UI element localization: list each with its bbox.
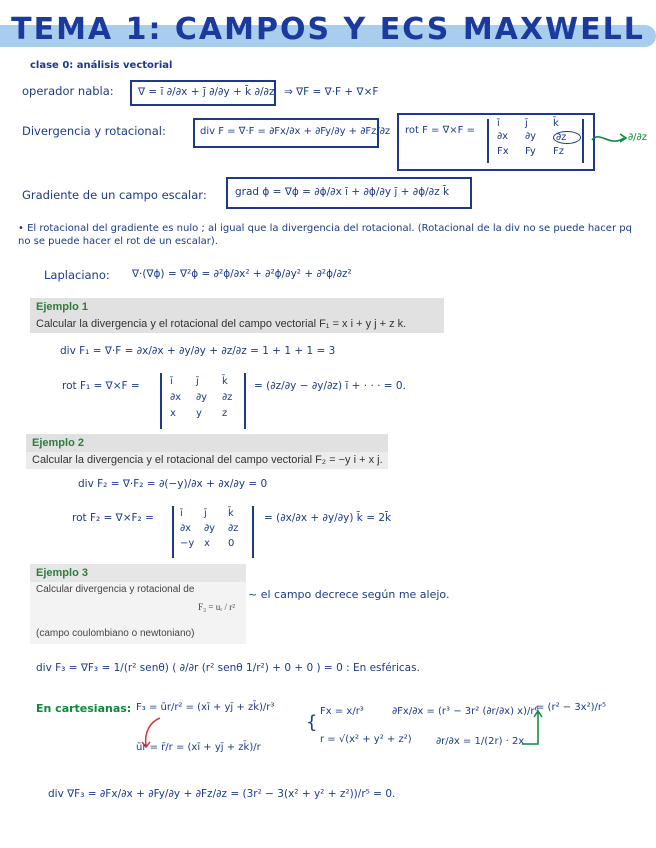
matrix-cell: x (204, 538, 210, 549)
laplacian-formula: ∇·(∇ϕ) = ∇²ϕ = ∂²ϕ/∂x² + ∂²ϕ/∂y² + ∂²ϕ/∂z² (132, 268, 352, 280)
example3-subtitle: (campo coulombiano o newtoniano) (36, 628, 195, 639)
class-heading: clase 0: análisis vectorial (30, 60, 173, 71)
matrix-cell: k̄ (553, 118, 559, 129)
nabla-box (130, 80, 276, 106)
matrix-cell: k̄ (228, 508, 234, 519)
example1-statement: Calcular la divergencia y el rotacional del campo vectorial F₁ = x i + y j + z k. (30, 316, 444, 333)
example3-field: F₃ = uᵣ / r² (198, 602, 235, 612)
nabla-formula: ∇ = ī ∂/∂x + j̄ ∂/∂y + k̄ ∂/∂z (138, 86, 275, 98)
matrix-bar-right (252, 506, 254, 558)
matrix-cell: −y (180, 538, 195, 549)
laplacian-label: Laplaciano: (44, 268, 110, 282)
cartesian-result: = (r² − 3x²)/r⁵ (536, 702, 606, 713)
example2-heading: Ejemplo 2 (26, 434, 388, 452)
matrix-bar-left (487, 119, 489, 163)
partial-z-note: ∂/∂z (628, 132, 647, 143)
grad-formula: grad ϕ = ∇ϕ = ∂ϕ/∂x ī + ∂ϕ/∂y j̄ + ∂ϕ/∂z k̄ (235, 186, 450, 198)
example1-div: div F₁ = ∇·F = ∂x/∂x + ∂y/∂y + ∂z/∂z = 1 + 1 + 1 = 3 (60, 345, 336, 357)
example3-statement: Calcular divergencia y rotacional de (36, 584, 195, 595)
matrix-cell: ∂y (204, 523, 216, 534)
cartesian-drdx: ∂r/∂x = 1/(2r) · 2x (436, 736, 525, 747)
example2-matrix (180, 508, 252, 549)
cartesian-fx: Fx = x/r³ (320, 706, 364, 717)
arrow-icon (590, 128, 630, 148)
matrix-cell: ī (497, 118, 500, 129)
matrix-cell: ∂z (222, 392, 233, 403)
rot-lhs: rot F = ∇×F = (405, 125, 475, 136)
example1-matrix (170, 376, 248, 419)
matrix-cell: 0 (228, 538, 235, 549)
arrow-up-icon (520, 708, 550, 748)
matrix-cell: ī (180, 508, 183, 519)
matrix-cell: j̄ (204, 508, 207, 519)
divF3-spherical: div F₃ = ∇F₃ = 1/(r² senθ) ( ∂/∂r (r² senθ 1/r²) + 0 + 0 ) = 0 : En esféricas. (36, 662, 420, 674)
example1-heading: Ejemplo 1 (30, 298, 444, 316)
matrix-cell: Fx (497, 146, 509, 157)
matrix-cell: ī (170, 376, 173, 387)
rot-matrix (497, 118, 581, 157)
example3-heading: Ejemplo 3 (30, 564, 246, 582)
div-box (193, 118, 391, 148)
cartesian-ur: ūr = r̄/r = (xī + yj̄ + zk̄)/r (136, 742, 261, 753)
matrix-cell: ∂x (170, 392, 182, 403)
matrix-cell: ∂z (228, 523, 239, 534)
nabla-label: operador nabla: (22, 84, 114, 98)
example2-div: div F₂ = ∇·F₂ = ∂(−y)/∂x + ∂x/∂y = 0 (78, 478, 268, 490)
matrix-cell: Fy (525, 146, 536, 157)
matrix-cell: y (196, 408, 202, 419)
cartesian-label: En cartesianas: (36, 702, 132, 715)
matrix-cell: ∂x (180, 523, 192, 534)
grad-box (226, 177, 472, 209)
matrix-cell: x (170, 408, 176, 419)
cartesian-f3: F₃ = ūr/r² = (xī + yj̄ + zk̄)/r³ (136, 702, 275, 713)
matrix-cell: j̄ (525, 118, 528, 129)
div-formula: div F = ∇·F = ∂Fx/∂x + ∂Fy/∂y + ∂Fz/∂z (200, 126, 391, 137)
matrix-bar-left (160, 373, 162, 429)
matrix-bar-left (172, 506, 174, 558)
example2-rot-lhs: rot F₂ = ∇×F₂ = (72, 512, 154, 524)
divrot-label: Divergencia y rotacional: (22, 124, 166, 138)
page-title: TEMA 1: CAMPOS Y ECS MAXWELL (11, 12, 645, 47)
rot-box (397, 113, 595, 171)
matrix-cell: ∂y (196, 392, 208, 403)
matrix-bar-right (582, 119, 584, 163)
example3-note: ~ el campo decrece según me alejo. (248, 588, 450, 601)
matrix-cell: ∂y (525, 131, 537, 142)
example3-box (30, 582, 246, 644)
matrix-cell: z (222, 408, 228, 419)
example2-rot-rhs: = (∂x/∂x + ∂y/∂y) k̄ = 2k̄ (264, 512, 392, 524)
cartesian-dfx: ∂Fx/∂x = (r³ − 3r² (∂r/∂x) x)/r⁶ (392, 706, 539, 717)
brace-icon: { (306, 712, 318, 733)
remark-text: • El rotacional del gradiente es nulo ; al igual que la divergencia del rotacional. (Rotacional de la div no se puede hacer pq no se puede hacer el rot de un escalar). (18, 223, 632, 247)
matrix-cell: j̄ (196, 376, 199, 387)
example1-rot-lhs: rot F₁ = ∇×F = (62, 380, 140, 392)
final-divergence: div ∇F₃ = ∂Fx/∂x + ∂Fy/∂y + ∂Fz/∂z = (3r² − 3(x² + y² + z²))/r⁵ = 0. (48, 788, 396, 800)
grad-label: Gradiente de un campo escalar: (22, 188, 207, 202)
example2-statement: Calcular la divergencia y el rotacional del campo vectorial F₂ = −y i + x j. (26, 452, 388, 469)
cartesian-r: r = √(x² + y² + z²) (320, 734, 412, 745)
matrix-cell: Fz (553, 146, 565, 157)
nabla-implies: ⇒ ∇F = ∇·F + ∇×F (284, 86, 379, 98)
example1-rot-rhs: = (∂z/∂y − ∂y/∂z) ī + · · · = 0. (254, 380, 406, 392)
matrix-cell: ∂x (497, 131, 509, 142)
matrix-cell: ∂z (553, 131, 581, 144)
matrix-cell: k̄ (222, 376, 228, 387)
